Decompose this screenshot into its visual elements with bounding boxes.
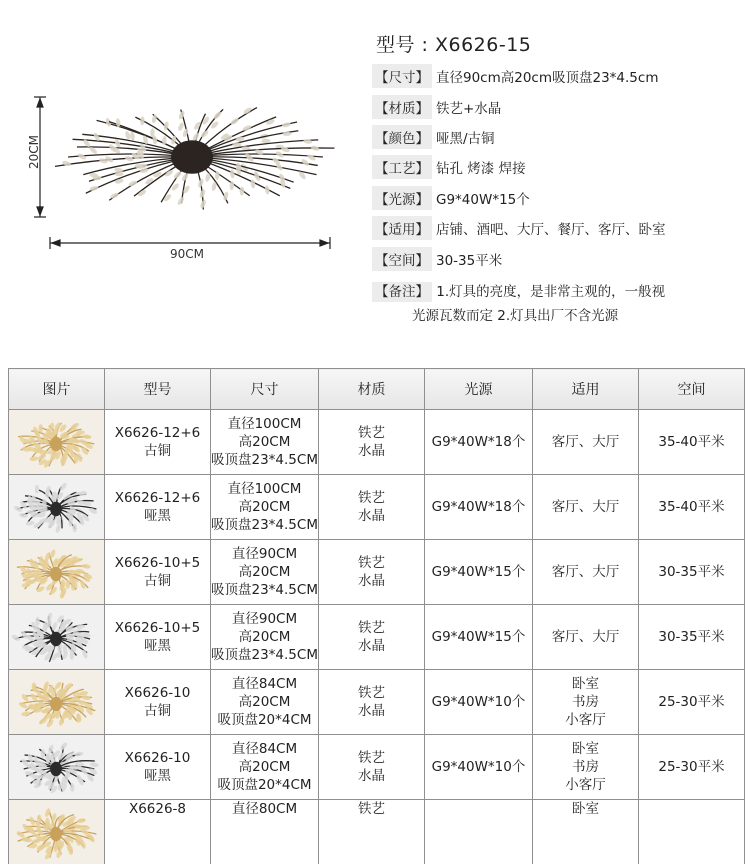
- model-cell: [105, 410, 211, 475]
- size-cell-line: 吸顶盘20*4CM: [211, 711, 318, 729]
- model-cell-line: X6626-10: [105, 684, 210, 702]
- column-header: 空间: [639, 369, 745, 410]
- size-cell-line: 高20CM: [211, 693, 318, 711]
- product-thumbnail-cell: [9, 475, 105, 540]
- table-row: [9, 800, 745, 864]
- model-cell-line: 古铜: [105, 702, 210, 720]
- size-cell-line: 直径84CM: [211, 740, 318, 758]
- note-line-1: 1.灯具的亮度，是非常主观的，一般视: [436, 284, 665, 300]
- model-cell-line: 哑黑: [105, 507, 210, 525]
- spec-row: [372, 152, 742, 182]
- model-cell: [105, 540, 211, 605]
- usage-cell-line: 客厅、大厅: [533, 628, 638, 646]
- table-row: [9, 475, 745, 540]
- model-cell-line: X6626-12+6: [105, 489, 210, 507]
- model-cell-line: X6626-12+6: [105, 424, 210, 442]
- column-header: 材质: [319, 369, 425, 410]
- spec-row: [372, 183, 742, 213]
- note: [372, 280, 742, 328]
- product-thumbnail-cell: [9, 800, 105, 864]
- size-cell-line: 吸顶盘23*4.5CM: [211, 581, 318, 599]
- product-thumbnail: [9, 605, 104, 669]
- size-cell-line: 直径90CM: [211, 610, 318, 628]
- column-header: 型号: [105, 369, 211, 410]
- light-source-cell: [425, 800, 533, 864]
- spec-row: [372, 243, 742, 273]
- spec-row: [372, 91, 742, 121]
- material-cell-line: 水晶: [319, 702, 424, 720]
- product-thumbnail: [9, 540, 104, 604]
- light-source-cell: G9*40W*10个: [425, 670, 533, 735]
- product-thumbnail-cell: [9, 410, 105, 475]
- size-cell-line: 直径80CM: [211, 800, 318, 818]
- material-cell-line: 水晶: [319, 637, 424, 655]
- spec-tag: 【材质】: [372, 95, 432, 119]
- usage-cell: [533, 800, 639, 864]
- size-cell: [211, 735, 319, 800]
- usage-cell: [533, 605, 639, 670]
- space-cell: [639, 800, 745, 864]
- model-cell-line: 古铜: [105, 442, 210, 460]
- product-thumbnail: [9, 800, 104, 864]
- spec-value: G9*40W*15个: [436, 188, 530, 208]
- material-cell-line: 铁艺: [319, 619, 424, 637]
- material-cell: [319, 670, 425, 735]
- spec-list: [372, 30, 742, 328]
- material-cell-line: 铁艺: [319, 749, 424, 767]
- spec-row: [372, 213, 742, 243]
- usage-cell-line: 书房: [533, 693, 638, 711]
- spec-tag: 【尺寸】: [372, 64, 432, 88]
- spec-row: [372, 61, 742, 91]
- size-cell-line: 直径90CM: [211, 545, 318, 563]
- spec-value: 哑黑/古铜: [436, 127, 495, 147]
- size-cell-line: 直径100CM: [211, 415, 318, 433]
- usage-cell-line: 卧室: [533, 800, 638, 818]
- model-cell: [105, 800, 211, 864]
- space-cell: 25-30平米: [639, 670, 745, 735]
- material-cell-line: 水晶: [319, 442, 424, 460]
- light-source-cell: G9*40W*15个: [425, 605, 533, 670]
- table-row: [9, 410, 745, 475]
- model-cell: [105, 670, 211, 735]
- model-cell-line: X6626-10+5: [105, 619, 210, 637]
- light-source-cell: G9*40W*10个: [425, 735, 533, 800]
- usage-cell: [533, 410, 639, 475]
- material-cell: [319, 735, 425, 800]
- spec-value: 钻孔 烤漆 焊接: [436, 157, 526, 177]
- table-header-row: [9, 369, 745, 410]
- material-cell-line: 水晶: [319, 767, 424, 785]
- variant-table-wrap: [8, 368, 744, 864]
- light-source-cell: G9*40W*15个: [425, 540, 533, 605]
- material-cell-line: 铁艺: [319, 684, 424, 702]
- spec-tag: 【空间】: [372, 247, 432, 271]
- material-cell-line: 铁艺: [319, 554, 424, 572]
- size-cell-line: 高20CM: [211, 758, 318, 776]
- table-row: [9, 540, 745, 605]
- usage-cell-line: 卧室: [533, 740, 638, 758]
- model-cell-line: X6626-10: [105, 749, 210, 767]
- size-cell: [211, 410, 319, 475]
- spec-value: 直径90cm高20cm吸顶盘23*4.5cm: [436, 66, 658, 86]
- product-thumbnail: [9, 735, 104, 799]
- product-thumbnail-cell: [9, 735, 105, 800]
- material-cell: [319, 605, 425, 670]
- size-cell: [211, 475, 319, 540]
- model-title: 型号 : X6626-15: [376, 30, 742, 57]
- spec-row: [372, 122, 742, 152]
- size-cell-line: 吸顶盘20*4CM: [211, 776, 318, 794]
- column-header: 尺寸: [211, 369, 319, 410]
- chandelier-image: [55, 106, 334, 209]
- product-hero: [0, 0, 750, 345]
- spec-value: 30-35平米: [436, 249, 502, 269]
- table-row: [9, 605, 745, 670]
- model-cell-line: X6626-8: [105, 800, 210, 818]
- usage-cell-line: 客厅、大厅: [533, 498, 638, 516]
- model-cell-line: 哑黑: [105, 767, 210, 785]
- product-thumbnail: [9, 475, 104, 539]
- spec-tag: 【光源】: [372, 186, 432, 210]
- spec-value: 店铺、酒吧、大厅、餐厅、客厅、卧室: [436, 218, 666, 238]
- size-cell: [211, 605, 319, 670]
- spec-tag: 【工艺】: [372, 155, 432, 179]
- product-thumbnail-cell: [9, 605, 105, 670]
- variant-table: [8, 368, 745, 864]
- size-cell-line: 吸顶盘23*4.5CM: [211, 516, 318, 534]
- model-cell-line: X6626-10+5: [105, 554, 210, 572]
- size-cell-line: 直径100CM: [211, 480, 318, 498]
- usage-cell-line: 卧室: [533, 675, 638, 693]
- model-cell-line: 古铜: [105, 572, 210, 590]
- material-cell: [319, 800, 425, 864]
- light-source-cell: G9*40W*18个: [425, 410, 533, 475]
- material-cell: [319, 410, 425, 475]
- usage-cell: [533, 475, 639, 540]
- product-thumbnail: [9, 410, 104, 474]
- size-cell: [211, 540, 319, 605]
- material-cell-line: 水晶: [319, 572, 424, 590]
- material-cell-line: 铁艺: [319, 489, 424, 507]
- table-row: [9, 735, 745, 800]
- space-cell: 35-40平米: [639, 410, 745, 475]
- space-cell: 30-35平米: [639, 540, 745, 605]
- lamp-dimension-figure: [20, 85, 350, 275]
- width-label: 90CM: [170, 247, 204, 261]
- size-cell-line: 吸顶盘23*4.5CM: [211, 646, 318, 664]
- model-cell: [105, 475, 211, 540]
- size-cell: [211, 670, 319, 735]
- space-cell: 25-30平米: [639, 735, 745, 800]
- material-cell-line: 水晶: [319, 507, 424, 525]
- size-cell-line: 直径84CM: [211, 675, 318, 693]
- usage-cell: [533, 540, 639, 605]
- usage-cell-line: 小客厅: [533, 711, 638, 729]
- size-cell-line: 吸顶盘23*4.5CM: [211, 451, 318, 469]
- size-cell-line: 高20CM: [211, 498, 318, 516]
- spec-value: 铁艺+水晶: [436, 97, 501, 117]
- usage-cell: [533, 735, 639, 800]
- material-cell: [319, 475, 425, 540]
- usage-cell-line: 客厅、大厅: [533, 433, 638, 451]
- product-thumbnail: [9, 670, 104, 734]
- space-cell: 35-40平米: [639, 475, 745, 540]
- column-header: 适用: [533, 369, 639, 410]
- model-cell: [105, 735, 211, 800]
- material-cell-line: 铁艺: [319, 800, 424, 818]
- size-cell-line: 高20CM: [211, 433, 318, 451]
- material-cell-line: 铁艺: [319, 424, 424, 442]
- note-tag: 【备注】: [372, 282, 432, 302]
- column-header: 图片: [9, 369, 105, 410]
- column-header: 光源: [425, 369, 533, 410]
- size-cell-line: 高20CM: [211, 563, 318, 581]
- material-cell: [319, 540, 425, 605]
- usage-cell-line: 客厅、大厅: [533, 563, 638, 581]
- usage-cell: [533, 670, 639, 735]
- spec-tag: 【适用】: [372, 216, 432, 240]
- table-row: [9, 670, 745, 735]
- size-cell: [211, 800, 319, 864]
- size-cell-line: 高20CM: [211, 628, 318, 646]
- product-thumbnail-cell: [9, 540, 105, 605]
- product-thumbnail-cell: [9, 670, 105, 735]
- usage-cell-line: 小客厅: [533, 776, 638, 794]
- spec-tag: 【颜色】: [372, 125, 432, 149]
- light-source-cell: G9*40W*18个: [425, 475, 533, 540]
- height-label: 20CM: [27, 122, 41, 182]
- note-line-2: 光源瓦数而定 2.灯具出厂不含光源: [372, 304, 742, 328]
- space-cell: 30-35平米: [639, 605, 745, 670]
- model-cell-line: 哑黑: [105, 637, 210, 655]
- usage-cell-line: 书房: [533, 758, 638, 776]
- model-cell: [105, 605, 211, 670]
